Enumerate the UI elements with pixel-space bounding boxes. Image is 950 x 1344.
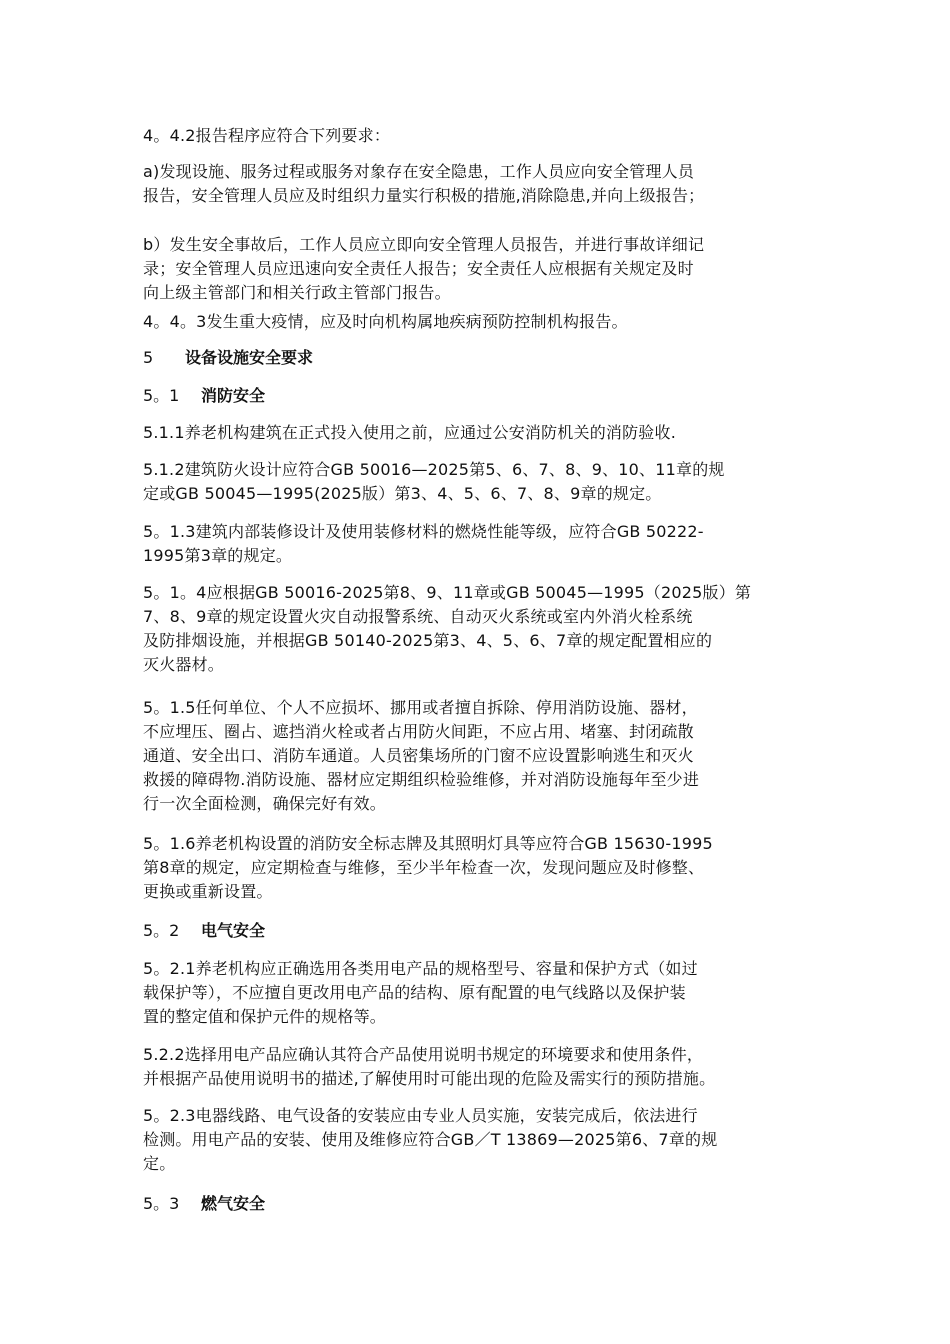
section-number: 5。1	[143, 386, 180, 405]
text-line: 5。2.3电器线路、电气设备的安装应由专业人员实施，安装完成后，依法进行	[143, 1106, 698, 1125]
section-title: 燃气安全	[201, 1194, 266, 1213]
paragraph-5-1-6	[143, 832, 810, 904]
section-number: 5	[143, 348, 154, 367]
section-number: 5。3	[143, 1194, 180, 1213]
text-line: 报告，安全管理人员应及时组织力量实行积极的措施,消除隐患,并向上级报告；	[143, 186, 705, 205]
paragraph-item-b	[143, 233, 810, 305]
paragraph-item-a	[143, 160, 810, 208]
paragraph-5-1-3	[143, 520, 810, 568]
text-line: 向上级主管部门和相关行政主管部门报告。	[143, 283, 451, 302]
paragraph-4-4-2	[143, 124, 810, 148]
text-line: 检测。用电产品的安装、使用及维修应符合GB／T 13869—2025第6、7章的规	[143, 1130, 718, 1149]
text-line: 5。2.1养老机构应正确选用各类用电产品的规格型号、容量和保护方式（如过	[143, 959, 698, 978]
text-line: 并根据产品使用说明书的描述,了解使用时可能出现的危险及需实行的预防措施。	[143, 1069, 716, 1088]
text-line: 不应埋压、圈占、遮挡消火栓或者占用防火间距，不应占用、堵塞、封闭疏散	[143, 722, 694, 741]
text-line: 5。1。4应根据GB 50016-2025第8、9、11章或GB 50045—1995（2025版）第	[143, 583, 752, 602]
paragraph-5-2-1	[143, 957, 810, 1029]
paragraph-5-1-1	[143, 421, 810, 445]
section-heading-5-3	[143, 1192, 265, 1216]
text-line: 置的整定值和保护元件的规格等。	[143, 1007, 387, 1026]
text-line: 5。1.3建筑内部装修设计及使用装修材料的燃烧性能等级，应符合GB 50222-	[143, 522, 704, 541]
text-line: 行一次全面检测，确保完好有效。	[143, 794, 387, 813]
text-line: 及防排烟设施，并根据GB 50140-2025第3、4、5、6、7章的规定配置相应的	[143, 631, 713, 650]
text-line: 7、8、9章的规定设置火灾自动报警系统、自动灭火系统或室内外消火栓系统	[143, 607, 693, 626]
text-line: 5。1.6养老机构设置的消防安全标志牌及其照明灯具等应符合GB 15630-1995	[143, 834, 713, 853]
text-line: b）发生安全事故后，工作人员应立即向安全管理人员报告，并进行事故详细记	[143, 235, 705, 254]
text-line: 4。4。3发生重大疫情，应及时向机构属地疾病预防控制机构报告。	[143, 312, 628, 331]
text-line: 5。1.5任何单位、个人不应损坏、挪用或者擅自拆除、停用消防设施、器材，	[143, 698, 698, 717]
section-heading-5-1	[143, 384, 265, 408]
text-line: 5.1.1养老机构建筑在正式投入使用之前，应通过公安消防机关的消防验收.	[143, 423, 676, 442]
section-title: 设备设施安全要求	[185, 348, 314, 367]
text-line: 录；安全管理人员应迅速向安全责任人报告；安全责任人应根据有关规定及时	[143, 259, 694, 278]
text-line: 5.1.2建筑防火设计应符合GB 50016—2025第5、6、7、8、9、10、11章的规	[143, 460, 725, 479]
section-number: 5。2	[143, 921, 180, 940]
paragraph-4-4-3	[143, 310, 810, 334]
text-line: a)发现设施、服务过程或服务对象存在安全隐患，工作人员应向安全管理人员	[143, 162, 695, 181]
text-line: 更换或重新设置。	[143, 882, 273, 901]
text-line: 4。4.2报告程序应符合下列要求：	[143, 126, 391, 145]
text-line: 1995第3章的规定。	[143, 546, 293, 565]
text-line: 通道、安全出口、消防车通道。人员密集场所的门窗不应设置影响逃生和灭火	[143, 746, 694, 765]
paragraph-5-2-2	[143, 1043, 810, 1091]
section-heading-5	[143, 346, 313, 370]
paragraph-5-1-2	[143, 458, 810, 506]
text-line: 载保护等），不应擅自更改用电产品的结构、原有配置的电气线路以及保护装	[143, 983, 686, 1002]
text-line: 定或GB 50045—1995(2025版）第3、4、5、6、7、8、9章的规定。	[143, 484, 662, 503]
paragraph-5-1-5	[143, 696, 810, 816]
paragraph-5-2-3	[143, 1104, 810, 1176]
section-heading-5-2	[143, 919, 265, 943]
text-line: 灭火器材。	[143, 655, 225, 674]
section-title: 电气安全	[201, 921, 266, 940]
section-title: 消防安全	[201, 386, 266, 405]
text-line: 5.2.2选择用电产品应确认其符合产品使用说明书规定的环境要求和使用条件，	[143, 1045, 704, 1064]
paragraph-5-1-4	[143, 581, 810, 677]
text-line: 第8章的规定，应定期检查与维修，至少半年检查一次，发现问题应及时修整、	[143, 858, 705, 877]
text-line: 救援的障碍物.消防设施、器材应定期组织检验维修，并对消防设施每年至少进	[143, 770, 700, 789]
text-line: 定。	[143, 1154, 176, 1173]
